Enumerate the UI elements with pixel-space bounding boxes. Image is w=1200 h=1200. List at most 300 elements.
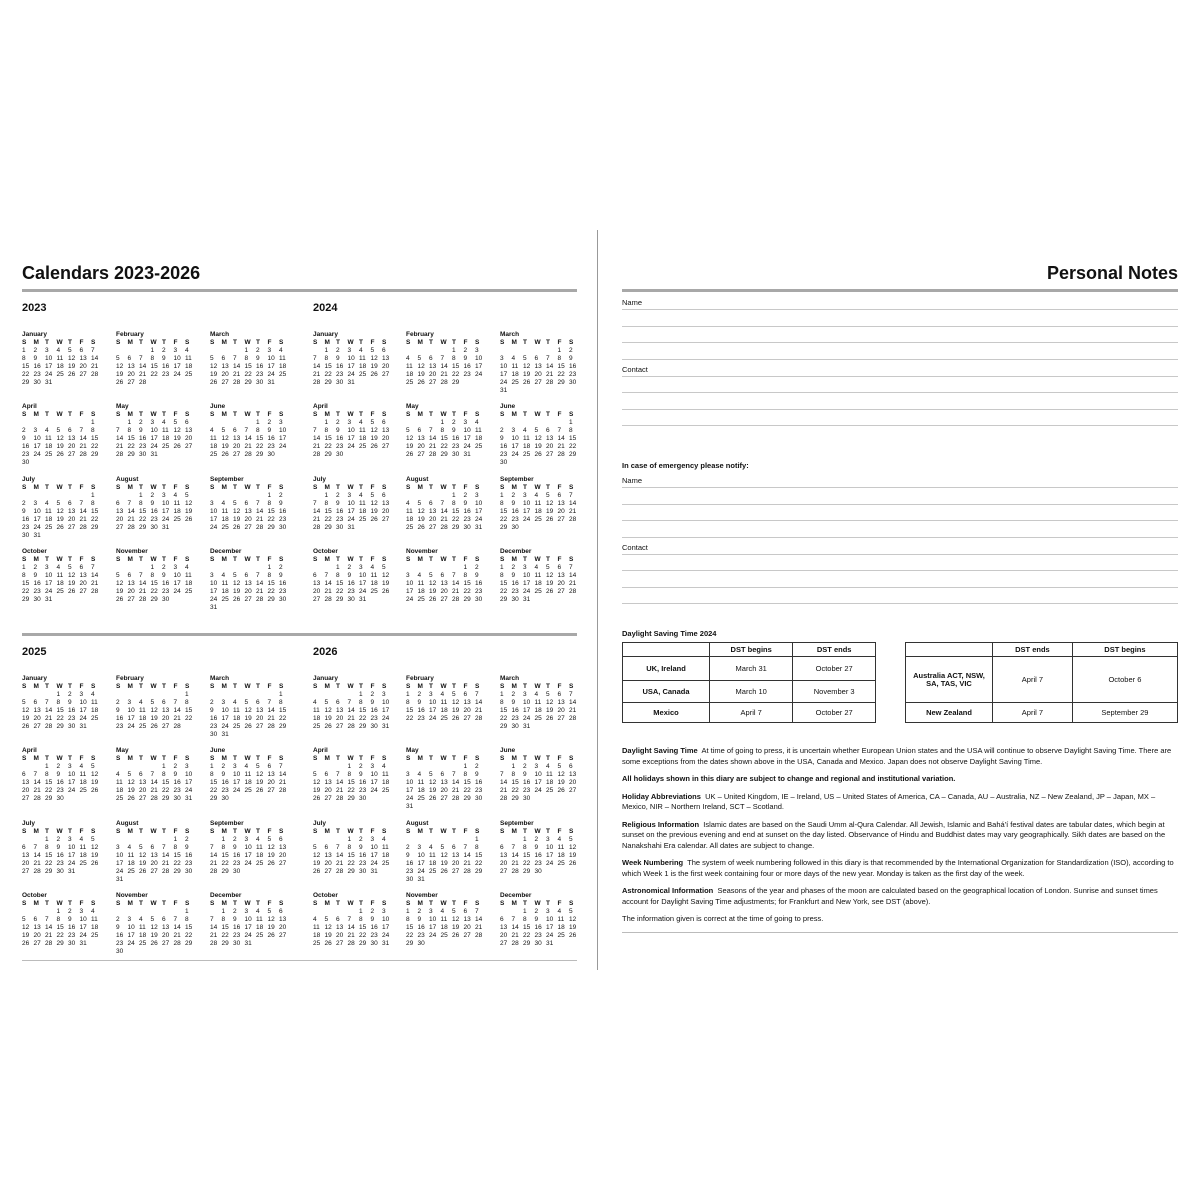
day-number: 7: [256, 500, 260, 507]
day-number: 4: [56, 564, 61, 571]
day-number: 2: [173, 763, 178, 770]
weekday-header: S: [279, 484, 284, 491]
day-number: 17: [173, 363, 181, 370]
weekday-header: T: [546, 339, 550, 346]
day-number: 15: [173, 852, 181, 859]
month-grid: [313, 339, 395, 387]
day-number: 31: [162, 524, 170, 531]
day-number: 24: [162, 516, 170, 523]
day-number: 15: [523, 852, 531, 859]
weekday-header: W: [534, 755, 541, 762]
day-number: 8: [440, 427, 445, 434]
day-number: 16: [22, 516, 30, 523]
weekday-header: S: [210, 755, 215, 762]
emergency-contact-label: Contact: [622, 542, 648, 552]
day-number: 11: [523, 435, 530, 442]
day-number: 4: [406, 355, 410, 362]
weekday-header: T: [139, 484, 143, 491]
weekday-header: S: [500, 900, 505, 907]
day-number: 2: [279, 492, 283, 499]
day-number: 26: [452, 715, 460, 722]
day-number: 3: [523, 691, 527, 698]
month-name: May: [116, 403, 129, 410]
empty-day: [210, 564, 222, 572]
day-number: 30: [22, 532, 30, 539]
day-number: 18: [475, 435, 483, 442]
day-number: 8: [185, 699, 189, 706]
day-number: 9: [139, 427, 143, 434]
weekday-header: T: [45, 683, 49, 690]
day-number: 3: [33, 427, 38, 434]
day-number: 28: [475, 715, 483, 722]
weekday-header: T: [139, 411, 143, 418]
day-number: 22: [139, 516, 147, 523]
day-number: 17: [210, 516, 218, 523]
month-name: June: [210, 747, 226, 754]
day-number: 16: [279, 580, 287, 587]
day-number: 16: [347, 580, 355, 587]
weekday-header: S: [406, 484, 411, 491]
month-grid: [22, 900, 104, 948]
weekday-header: S: [116, 339, 121, 346]
weekday-header: T: [429, 556, 433, 563]
dst-ends: October 27: [793, 657, 876, 681]
day-number: 4: [534, 492, 539, 499]
day-number: 24: [546, 932, 554, 939]
weekday-header: T: [429, 339, 433, 346]
day-number: 12: [244, 707, 252, 714]
weekday-header: F: [173, 828, 178, 835]
day-number: 22: [91, 516, 99, 523]
day-number: 26: [417, 524, 425, 531]
empty-day: [418, 836, 430, 844]
day-number: 23: [336, 443, 344, 450]
empty-day: [500, 836, 512, 844]
day-number: 19: [91, 779, 99, 786]
weekday-header: T: [452, 900, 456, 907]
day-number: 6: [313, 572, 317, 579]
day-number: 23: [463, 371, 471, 378]
day-number: 7: [139, 572, 143, 579]
weekday-header: M: [511, 484, 517, 491]
day-number: 8: [452, 355, 456, 362]
empty-day: [22, 908, 34, 916]
day-number: 14: [91, 355, 99, 362]
day-number: 12: [150, 707, 158, 714]
weekday-header: T: [523, 755, 527, 762]
day-number: 18: [185, 580, 193, 587]
day-number: 21: [324, 588, 332, 595]
day-number: 26: [91, 787, 99, 794]
day-number: 16: [162, 363, 170, 370]
day-number: 19: [116, 371, 124, 378]
day-number: 13: [127, 363, 135, 370]
day-number: 20: [557, 580, 565, 587]
weekday-header: F: [370, 755, 375, 762]
day-number: 15: [440, 435, 448, 442]
day-number: 21: [173, 932, 181, 939]
day-number: 28: [511, 868, 519, 875]
day-number: 23: [56, 860, 64, 867]
day-number: 13: [500, 852, 508, 859]
day-number: 15: [22, 363, 30, 370]
empty-day: [57, 419, 69, 427]
empty-day: [268, 691, 280, 699]
contact-lines[interactable]: [622, 376, 1178, 427]
day-number: 11: [440, 916, 448, 923]
month-grid: [116, 828, 198, 884]
day-number: 5: [150, 916, 155, 923]
weekday-header: W: [244, 900, 251, 907]
weekday-header: T: [139, 683, 143, 690]
month-grid: [313, 828, 395, 876]
month-grid: [22, 484, 104, 540]
weekday-header: T: [429, 484, 433, 491]
day-number: 7: [336, 771, 340, 778]
year-title: 2025: [22, 646, 47, 658]
day-number: 5: [557, 763, 562, 770]
day-number: 3: [79, 908, 84, 915]
day-number: 22: [185, 715, 193, 722]
day-number: 14: [233, 363, 241, 370]
day-number: 23: [22, 451, 30, 458]
day-number: 23: [185, 860, 193, 867]
weekday-header: S: [382, 900, 387, 907]
weekday-header: S: [210, 683, 215, 690]
day-number: 14: [569, 699, 577, 706]
day-number: 3: [45, 564, 49, 571]
day-number: 1: [463, 763, 468, 770]
day-number: 18: [233, 715, 241, 722]
month-december-2023: [210, 547, 292, 612]
empty-day: [245, 691, 257, 699]
day-number: 14: [569, 500, 577, 507]
day-number: 25: [313, 940, 321, 947]
day-number: 7: [557, 427, 562, 434]
empty-day: [57, 492, 69, 500]
day-number: 17: [406, 588, 414, 595]
month-march-2023: [210, 330, 292, 387]
month-name: December: [210, 892, 242, 899]
day-number: 13: [452, 852, 460, 859]
day-number: 12: [546, 699, 554, 706]
day-number: 5: [150, 699, 155, 706]
day-number: 24: [511, 451, 519, 458]
day-number: 21: [429, 443, 437, 450]
day-number: 8: [56, 699, 61, 706]
month-grid: [406, 411, 488, 459]
day-number: 6: [279, 908, 283, 915]
weekday-header: T: [162, 556, 166, 563]
month-october-2025: [22, 891, 104, 948]
day-number: 30: [210, 731, 218, 738]
day-number: 10: [33, 508, 41, 515]
day-number: 6: [557, 564, 562, 571]
day-number: 6: [127, 572, 132, 579]
empty-day: [128, 763, 140, 771]
day-number: 10: [382, 699, 390, 706]
day-number: 9: [33, 572, 38, 579]
weekday-header: M: [417, 828, 423, 835]
month-march-2026: [500, 674, 582, 731]
weekday-header: W: [150, 556, 157, 563]
weekday-header: T: [429, 828, 433, 835]
weekday-header: F: [370, 556, 375, 563]
day-number: 2: [139, 419, 143, 426]
day-number: 8: [569, 427, 573, 434]
weekday-header: M: [417, 484, 423, 491]
day-number: 1: [511, 763, 516, 770]
day-number: 29: [406, 940, 414, 947]
day-number: 6: [500, 844, 504, 851]
weekday-header: S: [22, 683, 27, 690]
day-number: 28: [127, 524, 135, 531]
day-number: 17: [244, 852, 252, 859]
day-number: 15: [256, 435, 264, 442]
weekday-header: M: [33, 411, 39, 418]
day-number: 6: [233, 427, 237, 434]
day-number: 28: [569, 588, 577, 595]
day-number: 3: [475, 492, 479, 499]
weekday-header: S: [382, 755, 387, 762]
day-number: 13: [185, 427, 193, 434]
day-number: 16: [68, 707, 76, 714]
day-number: 8: [56, 916, 61, 923]
day-number: 15: [475, 852, 483, 859]
weekday-header: T: [45, 900, 49, 907]
day-number: 2: [162, 564, 166, 571]
day-number: 24: [279, 443, 287, 450]
day-number: 18: [534, 580, 542, 587]
empty-day: [34, 691, 46, 699]
name-lines[interactable]: [622, 309, 1178, 360]
day-number: 27: [500, 940, 508, 947]
info-abbreviations: Holiday Abbreviations UK – United Kingdom, IE – Ireland, US – United States of America, CA – Canada, AU – Australia, NZ – New Zealand, JP – Japan, MX – Mexico, NIR – Northern Ireland, SCT – Scotland.: [622, 791, 1156, 811]
day-number: 13: [313, 580, 321, 587]
day-number: 3: [279, 419, 283, 426]
day-number: 25: [417, 795, 425, 802]
month-name: November: [406, 892, 438, 899]
day-number: 7: [210, 844, 214, 851]
weekday-header: S: [313, 755, 318, 762]
day-number: 26: [173, 443, 181, 450]
day-number: 14: [511, 852, 519, 859]
month-june-2023: [210, 402, 292, 459]
day-number: 9: [569, 355, 573, 362]
empty-day: [210, 419, 222, 427]
weekday-header: T: [452, 484, 456, 491]
day-number: 30: [534, 868, 542, 875]
weekday-header: S: [569, 683, 574, 690]
day-number: 16: [233, 924, 241, 931]
day-number: 17: [370, 852, 378, 859]
day-number: 13: [546, 435, 554, 442]
day-number: 17: [347, 363, 355, 370]
day-number: 21: [173, 715, 181, 722]
day-number: 18: [429, 860, 437, 867]
day-number: 16: [534, 924, 542, 931]
day-number: 16: [463, 363, 471, 370]
day-number: 30: [279, 524, 287, 531]
day-number: 28: [173, 940, 181, 947]
emergency-contact-lines[interactable]: [622, 554, 1178, 605]
day-number: 2: [56, 763, 61, 770]
day-number: 22: [279, 715, 287, 722]
day-number: 23: [279, 516, 287, 523]
day-number: 16: [569, 363, 577, 370]
day-number: 24: [523, 588, 531, 595]
day-number: 24: [523, 516, 531, 523]
day-number: 8: [463, 572, 468, 579]
day-number: 18: [79, 779, 87, 786]
day-number: 11: [382, 844, 389, 851]
weekday-header: S: [91, 411, 96, 418]
day-number: 21: [233, 371, 241, 378]
weekday-header: W: [56, 828, 63, 835]
day-number: 12: [440, 852, 448, 859]
day-number: 16: [417, 707, 425, 714]
day-number: 7: [569, 492, 573, 499]
day-number: 6: [382, 419, 386, 426]
weekday-header: S: [313, 900, 318, 907]
month-name: January: [313, 331, 338, 338]
emergency-name-lines[interactable]: [622, 487, 1178, 538]
weekday-header: T: [429, 683, 433, 690]
month-name: October: [22, 548, 47, 555]
day-number: 12: [370, 427, 378, 434]
day-number: 22: [56, 932, 64, 939]
day-number: 28: [162, 868, 170, 875]
weekday-header: T: [429, 900, 433, 907]
weekday-header: S: [22, 556, 27, 563]
day-number: 7: [279, 763, 283, 770]
day-number: 27: [68, 524, 76, 531]
day-number: 11: [244, 771, 252, 778]
day-number: 27: [452, 868, 460, 875]
day-number: 11: [221, 508, 229, 515]
day-number: 2: [347, 564, 352, 571]
empty-day: [452, 836, 464, 844]
empty-day: [45, 419, 57, 427]
day-number: 30: [534, 940, 542, 947]
day-number: 8: [279, 699, 283, 706]
day-number: 12: [68, 572, 76, 579]
empty-day: [429, 836, 441, 844]
day-number: 23: [162, 371, 170, 378]
day-number: 14: [313, 363, 321, 370]
day-number: 17: [267, 363, 275, 370]
day-number: 23: [347, 588, 355, 595]
day-number: 16: [221, 779, 229, 786]
day-number: 2: [233, 908, 237, 915]
day-number: 7: [347, 699, 352, 706]
day-number: 17: [185, 779, 193, 786]
day-number: 7: [336, 844, 340, 851]
month-grid: [116, 900, 198, 956]
day-number: 3: [429, 908, 433, 915]
day-number: 5: [267, 908, 272, 915]
weekday-header: F: [173, 683, 178, 690]
day-number: 15: [139, 508, 147, 515]
empty-day: [500, 347, 512, 355]
day-number: 12: [452, 699, 460, 706]
day-number: 14: [347, 707, 355, 714]
day-number: 22: [511, 787, 519, 794]
day-number: 12: [91, 844, 99, 851]
day-number: 27: [139, 795, 147, 802]
weekday-header: S: [91, 339, 96, 346]
day-number: 29: [221, 868, 229, 875]
day-number: 18: [406, 371, 414, 378]
day-number: 7: [500, 771, 504, 778]
day-number: 28: [452, 795, 460, 802]
day-number: 28: [45, 940, 53, 947]
day-number: 24: [244, 932, 252, 939]
weekday-header: S: [475, 683, 480, 690]
day-number: 26: [534, 451, 542, 458]
day-number: 11: [313, 924, 320, 931]
day-number: 7: [91, 564, 95, 571]
day-number: 15: [56, 707, 64, 714]
day-number: 30: [347, 596, 355, 603]
day-number: 27: [244, 524, 252, 531]
weekday-header: M: [511, 828, 517, 835]
day-number: 20: [336, 932, 344, 939]
dst-begins: September 29: [1072, 703, 1177, 723]
day-number: 19: [324, 932, 332, 939]
day-number: 26: [56, 524, 64, 531]
dst-ends: November 3: [793, 681, 876, 703]
day-number: 5: [534, 427, 539, 434]
month-grid: [210, 556, 292, 612]
day-number: 14: [45, 924, 53, 931]
day-number: 9: [22, 435, 26, 442]
weekday-header: S: [382, 556, 387, 563]
day-number: 12: [91, 771, 99, 778]
empty-day: [348, 908, 360, 916]
day-number: 21: [511, 860, 519, 867]
day-number: 22: [452, 371, 460, 378]
day-number: 18: [139, 715, 147, 722]
day-number: 18: [546, 779, 554, 786]
day-number: 13: [256, 707, 264, 714]
day-number: 16: [162, 580, 170, 587]
day-number: 26: [452, 932, 460, 939]
day-number: 6: [382, 492, 386, 499]
day-number: 6: [336, 916, 340, 923]
day-number: 27: [267, 787, 275, 794]
day-number: 2: [500, 427, 504, 434]
day-number: 31: [475, 524, 483, 531]
month-name: April: [22, 403, 37, 410]
day-number: 18: [359, 363, 367, 370]
day-number: 15: [45, 852, 53, 859]
day-number: 25: [370, 588, 378, 595]
weekday-header: W: [534, 411, 541, 418]
day-number: 17: [429, 924, 437, 931]
day-number: 19: [22, 932, 30, 939]
day-number: 19: [557, 779, 565, 786]
day-number: 10: [33, 435, 41, 442]
day-number: 14: [511, 924, 519, 931]
day-number: 11: [557, 916, 565, 923]
day-number: 24: [45, 371, 53, 378]
weekday-header: S: [406, 556, 411, 563]
empty-day: [116, 763, 128, 771]
day-number: 3: [210, 500, 214, 507]
weekday-header: S: [22, 484, 27, 491]
day-number: 17: [116, 860, 124, 867]
